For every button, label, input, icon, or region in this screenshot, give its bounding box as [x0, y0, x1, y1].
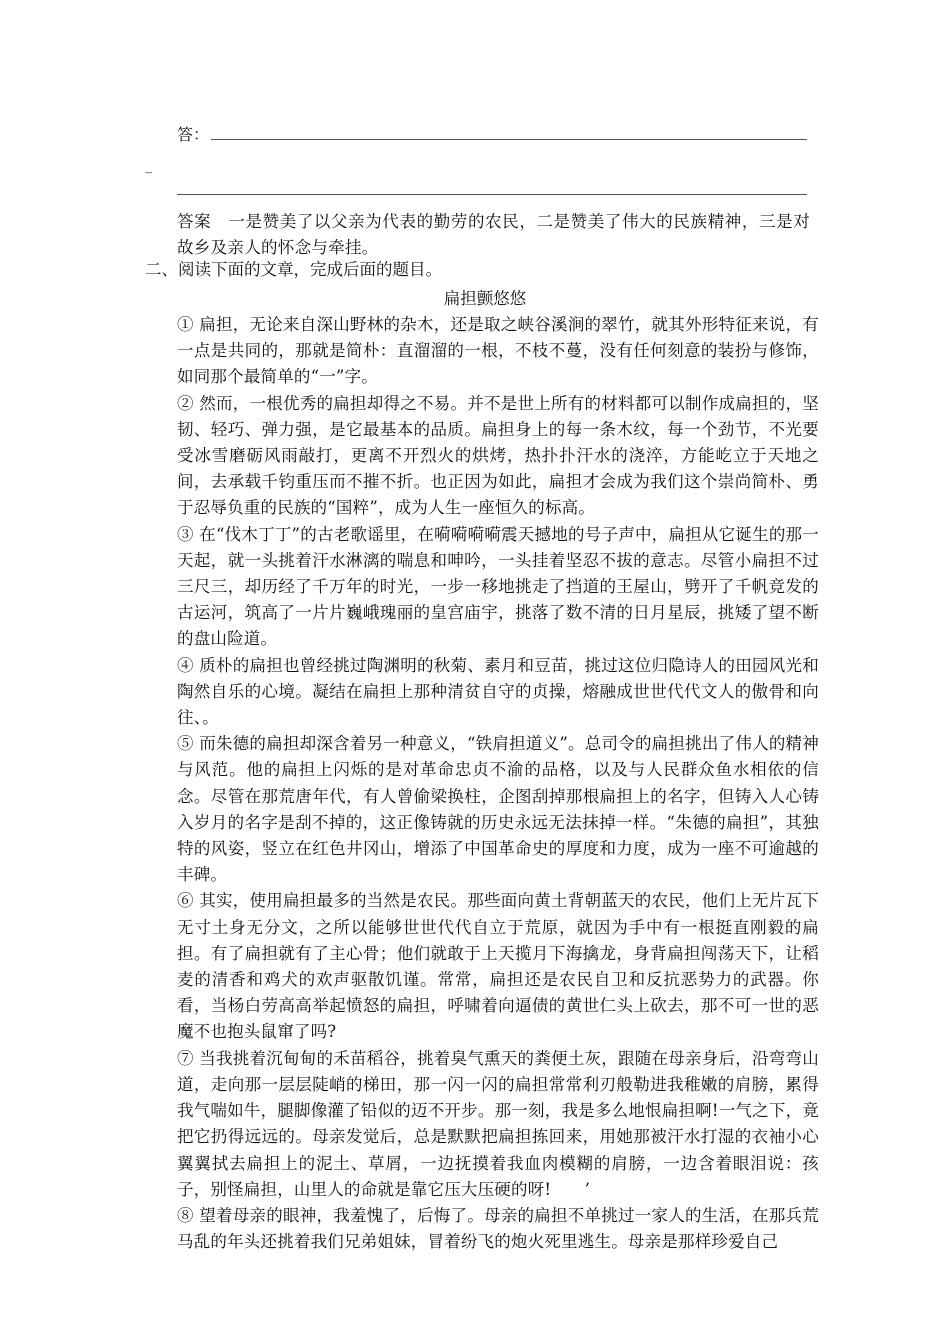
stray-mark: _ [145, 158, 152, 174]
article-paragraph-5: ⑤ 而朱德的扁担却深含着另一种意义，“铁肩担道义”。总司令的扁担挑出了伟人的精神与风范。他的扁担上闪烁的是对革命忠贞不渝的品格，以及与人民群众鱼水相依的信念。尽管在那荒唐年代，有人曾偷梁换柱，企图刮掉那根扁担上的名字，但铸入人心铸入岁月的名字是刮不掉的，这正像铸就的历史永远无法抹掉一样。“朱德的扁担”，其独特的风姿，竖立在红色井冈山，增添了中国革命史的厚度和力度，成为一座不可逾越的丰碑。 [177, 734, 819, 885]
article-body [177, 312, 819, 1255]
answer-prompt-row [177, 122, 807, 146]
article-paragraph-3: ③ 在“伐木丁丁”的古老歌谣里，在嗬嗬嗬嗬震天撼地的号子声中，扁担从它诞生的那一天起，就一头挑着汗水淋漓的喘息和呻吟，一头挂着坚忍不拔的意志。尽管小扁担不过三尺三，却历经了千万年的时光，一步一移地挑走了挡道的王屋山，劈开了千帆竞发的古运河，筑高了一片片巍峨瑰丽的皇宫庙宇，挑落了数不清的日月星辰，挑矮了望不断的盘山险道。 [177, 524, 819, 649]
section-heading: 二、阅读下面的文章，完成后面的题目。 [145, 260, 442, 279]
article-paragraph-4: ④ 质朴的扁担也曾经挑过陶渊明的秋菊、素月和豆苗，挑过这位归隐诗人的田园风光和陶然自乐的心境。凝结在扁担上那种清贫自守的贞操，熔融成世世代代文人的傲骨和向往、。 [177, 655, 819, 728]
answer-label: 答： [177, 125, 210, 144]
article-title: 扁担颤悠悠 [443, 289, 527, 308]
article-paragraph-2: ② 然而，一根优秀的扁担却得之不易。并不是世上所有的材料都可以制作成扁担的，坚韧、轻巧、弹力强，是它最基本的品质。扁担身上的每一条木纹，每一个劲节，不光要受冰雪磨砺风雨敲打，更离不开烈火的烘烤，热扑扑汗水的浇淬，方能屹立于天地之间，去承载千钧重压而不摧不折。也正因为如此，扁担才会成为我们这个崇尚简朴、勇于忍辱负重的民族的“国粹”，成为人生一座恒久的标高。 [177, 393, 819, 518]
answer-key-text: 答案 一是赞美了以父亲为代表的勤劳的农民，二是赞美了伟大的民族精神，三是对故乡及亲人的怀念与牵挂。 [177, 212, 810, 257]
article-paragraph-8: ⑧ 望着母亲的眼神，我羞愧了，后悔了。母亲的扁担不单挑过一家人的生活，在那兵荒马乱的年头还挑着我们兄弟姐妹，冒着纷飞的炮火死里逃生。母亲是那样珍爱自己 [177, 1205, 819, 1252]
article-paragraph-7: ⑦ 当我挑着沉甸甸的禾苗稻谷，挑着臭气熏天的粪便土灰，跟随在母亲身后，沿弯弯山道，走向那一层层陡峭的梯田，那一闪一闪的扁担常常利刃般勒进我稚嫩的肩膀，累得我气喘如牛，腿脚像灌了铅似的迈不开步。那一刻，我是多么地恨扁担啊!一气之下，竟把它扔得远远的。母亲发觉后，总是默默把扁担拣回来，用她那被汗水打湿的衣袖小心翼翼拭去扁担上的泥土、草屑，一边抚摸着我血肉模糊的肩膀，一边含着眼泪说：孩子，别怪扁担，山里人的命就是靠它压大压硬的呀! ’ [177, 1048, 819, 1199]
answer-blank-line [211, 139, 807, 140]
answer-blank-line-second [177, 194, 807, 195]
article-paragraph-6: ⑥ 其实，使用扁担最多的当然是农民。那些面向黄土背朝蓝天的农民，他们上无片瓦下无寸土身无分文，之所以能够世世代代自立于荒原，就因为手中有一根挺直刚毅的扁担。有了扁担就有了主心骨；他们就敢于上天揽月下海擒龙，身背扁担闯荡天下，让稻麦的清香和鸡犬的欢声驱散饥谨。常常，扁担还是农民自卫和反抗恶势力的武器。你看，当杨白劳高高举起愤怒的扁担，呼啸着向逼债的黄世仁头上砍去，那不可一世的恶魔不也抱头鼠窜了吗? [177, 891, 819, 1042]
article-paragraph-1: ① 扁担，无论来自深山野林的杂木，还是取之峡谷溪涧的翠竹，就其外形特征来说，有一点是共同的，那就是简朴：直溜溜的一根，不枝不蔓，没有任何刻意的装扮与修饰，如同那个最简单的“一”字。 [177, 315, 819, 387]
